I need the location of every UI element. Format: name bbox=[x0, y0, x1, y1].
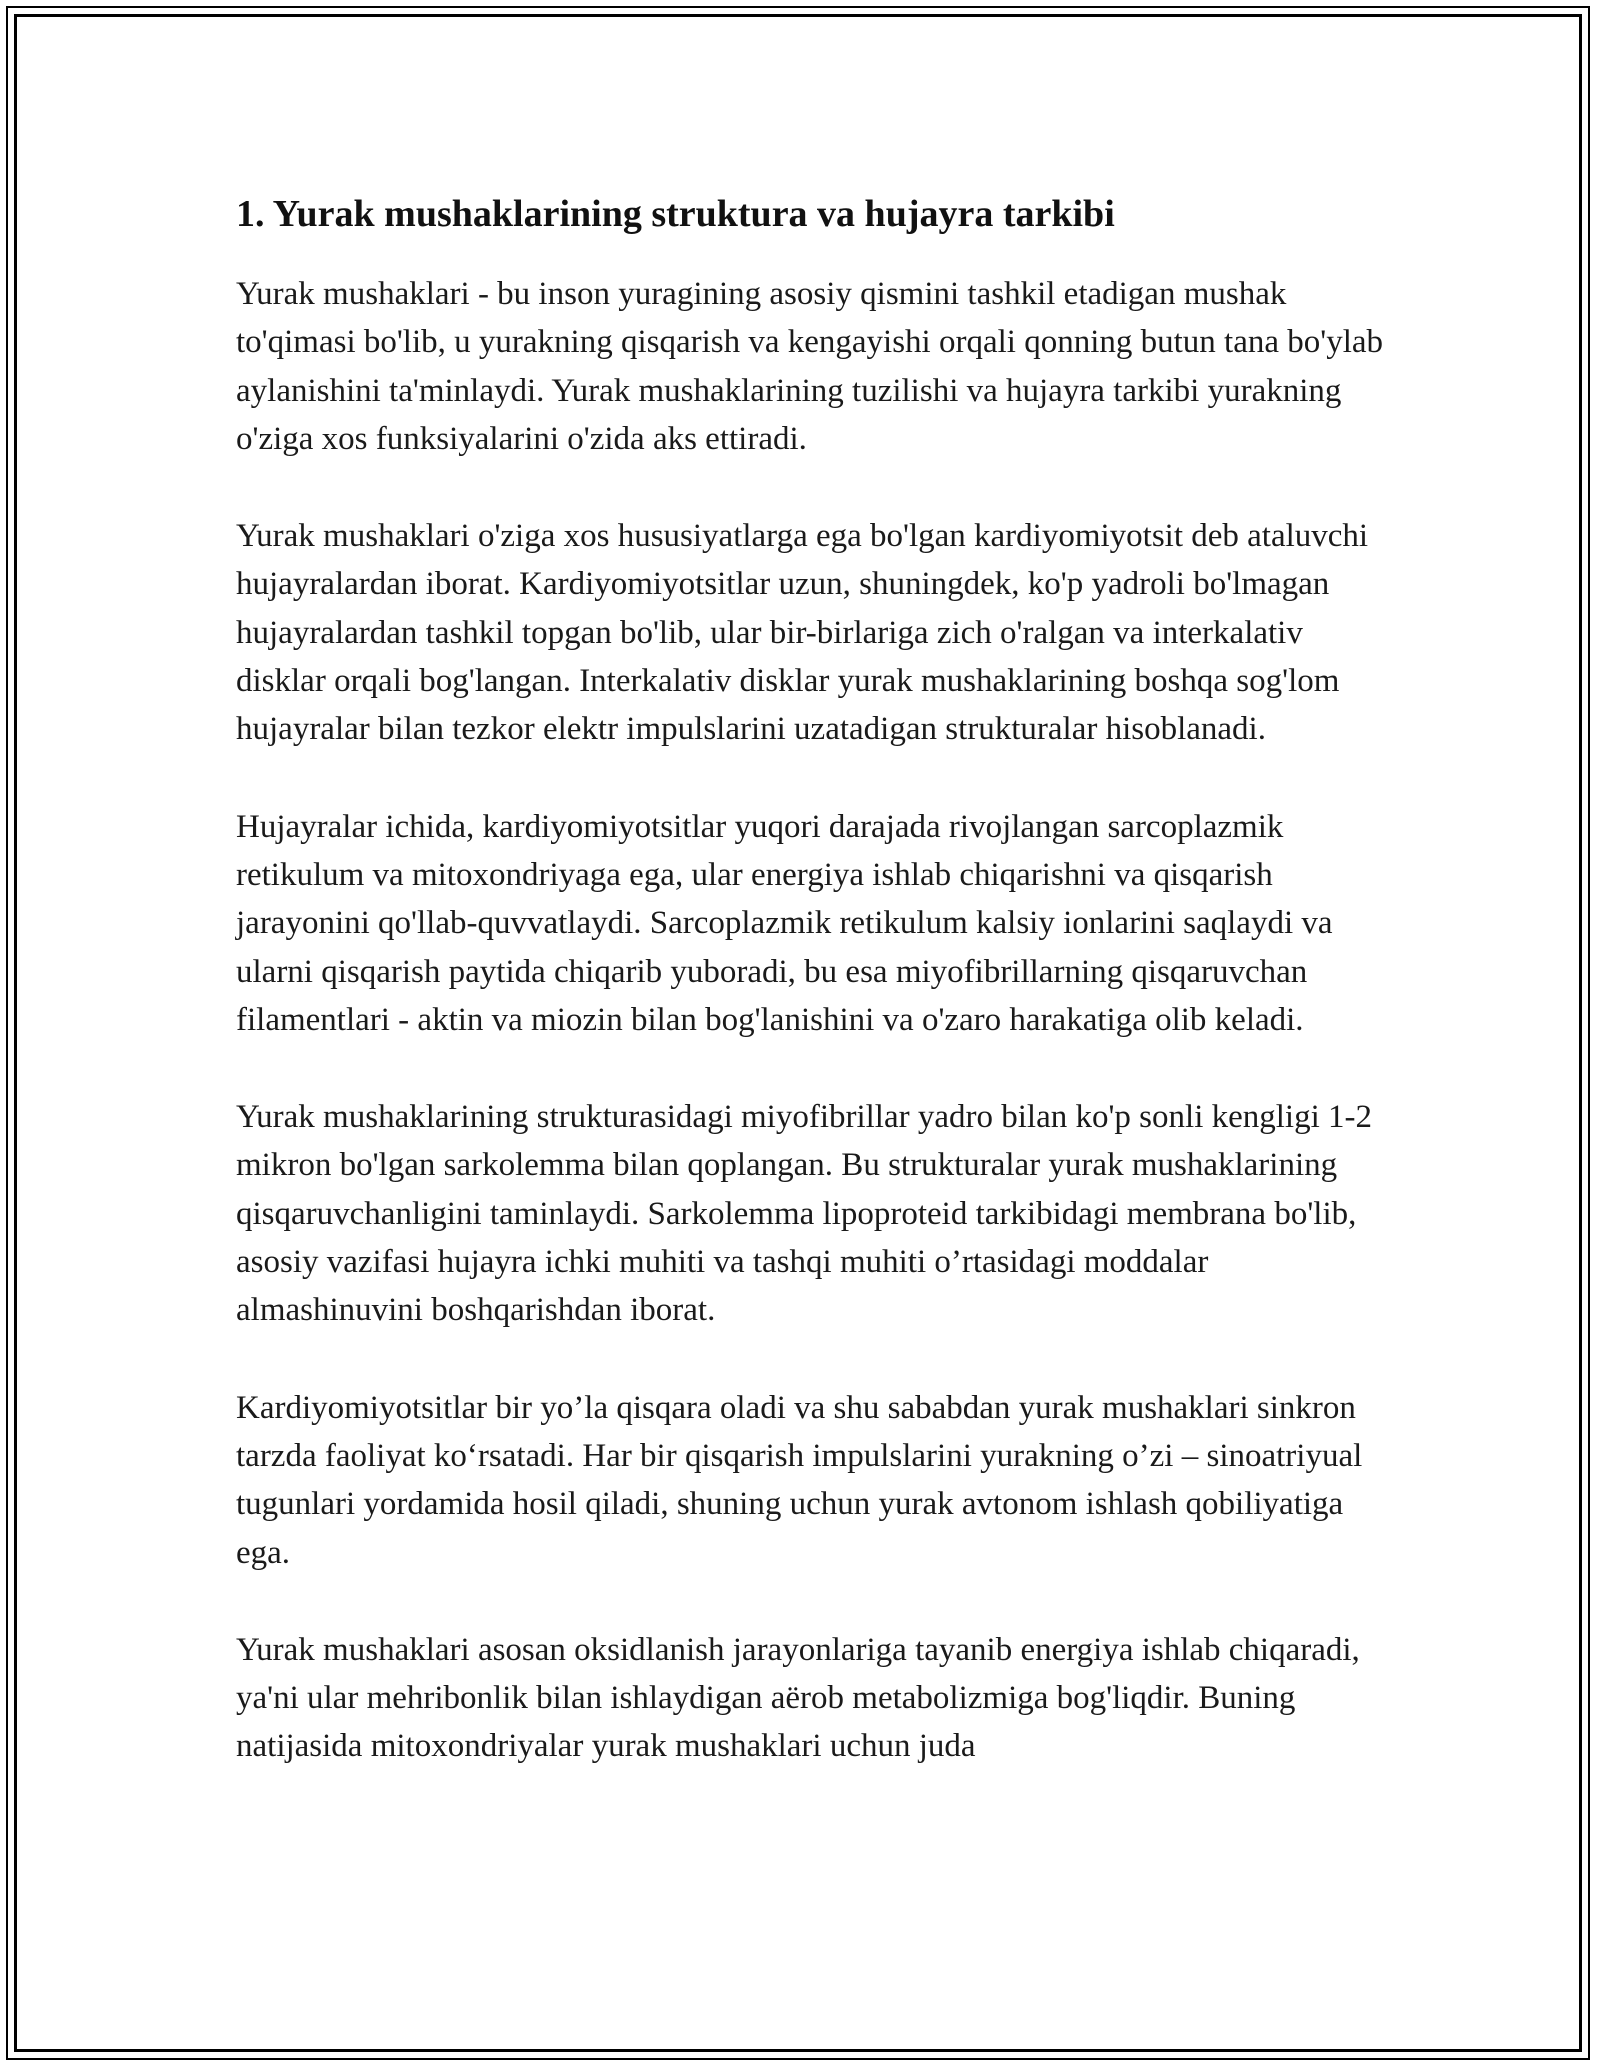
paragraph-3: Hujayralar ichida, kardiyomiyotsitlar yuqori darajada rivojlangan sarcoplazmik retikulum va mitoxondriyaga ega, ular energiya ishlab chiqarishni va qisqarish jarayonini qo'llab-quvvatlaydi. Sarcoplazmik retikulum kalsiy ionlarini saqlaydi va ularni qisqarish paytida chiqarib yuboradi, bu esa miyofibrillarning qisqaruvchan filamentlari - aktin va miozin bilan bog'lanishini va o'zaro harakatiga olib keladi. bbox=[236, 808, 1333, 1038]
paragraph-6: Yurak mushaklari asosan oksidlanish jarayonlariga tayanib energiya ishlab chiqaradi, ya'ni ular mehribonlik bilan ishlaydigan aërob metabolizmiga bog'liqdir. Buning natijasida mitoxondriyalar yurak mushaklari uchun juda bbox=[236, 1631, 1360, 1765]
paragraph-2: Yurak mushaklari o'ziga xos hususiyatlarga ega bo'lgan kardiyomiyotsit deb ataluvchi hujayralardan iborat. Kardiyomiyotsitlar uzun, shuningdek, ko'p yadroli bo'lmagan hujayralardan tashkil topgan bo'lib, ular bir-birlariga zich o'ralgan va interkalativ disklar orqali bog'langan. Interkalativ disklar yurak mushaklarining boshqa sog'lom hujayralar bilan tezkor elektr impulslarini uzatadigan strukturalar hisoblanadi. bbox=[236, 518, 1369, 748]
section-heading: 1. Yurak mushaklarining struktura va hujayra tarkibi bbox=[236, 193, 1115, 235]
document-body bbox=[236, 186, 1396, 1771]
paragraph-1: Yurak mushaklari - bu inson yuragining asosiy qismini tashkil etadigan mushak to'qimasi bo'lib, u yurakning qisqarish va kengayishi orqali qonning butun tana bo'ylab aylanishini ta'minlaydi. Yurak mushaklarining tuzilishi va hujayra tarkibi yurakning o'ziga xos funksiyalarini o'zida aks ettiradi. bbox=[236, 276, 1384, 457]
paragraph-5: Kardiyomiyotsitlar bir yo’la qisqara oladi va shu sababdan yurak mushaklari sinkron tarzda faoliyat ko‘rsatadi. Har bir qisqarish impulslarini yurakning o’zi – sinoatriyual tugunlari yordamida hosil qiladi, shuning uchun yurak avtonom ishlash qobiliyatiga ega. bbox=[236, 1389, 1363, 1571]
paragraph-4: Yurak mushaklarining strukturasidagi miyofibrillar yadro bilan ko'p sonli kengligi 1-2 mikron bo'lgan sarkolemma bilan qoplangan. Bu strukturalar yurak mushaklarining qisqaruvchanligini taminlaydi. Sarkolemma lipoproteid tarkibidagi membrana bo'lib, asosiy vazifasi hujayra ichki muhiti va tashqi muhiti o’rtasidagi moddalar almashinuvini boshqarishdan iborat. bbox=[236, 1099, 1373, 1329]
